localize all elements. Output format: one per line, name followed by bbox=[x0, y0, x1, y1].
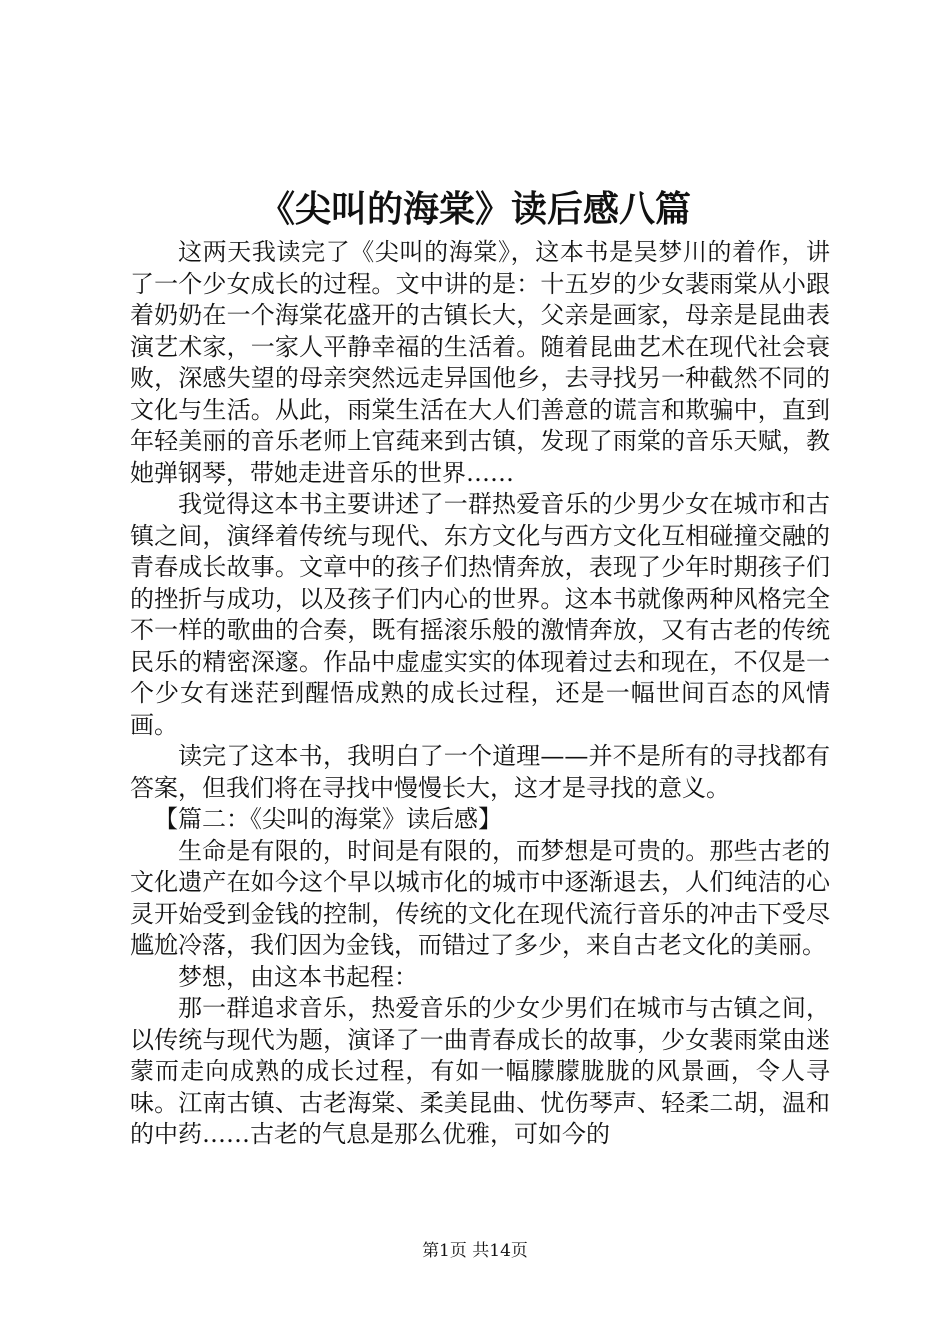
document-title: 《尖叫的海棠》读后感八篇 bbox=[258, 188, 691, 230]
paragraph-3: 读完了这本书，我明白了一个道理——并不是所有的寻找都有答案，但我们将在寻找中慢慢长大，这才是寻找的意义。 bbox=[130, 742, 830, 802]
paragraph-6: 那一群追求音乐，热爱音乐的少女少男们在城市与古镇之间，以传统与现代为题，演译了一曲青春成长的故事，少女裴雨棠由迷蒙而走向成熟的成长过程，有如一幅朦朦胧胧的风景画，令人寻味。江南古镇、古老海棠、柔美昆曲、忧伤琴声、轻柔二胡，温和的中药……古老的气息是那么优雅，可如今的 bbox=[130, 994, 830, 1148]
paragraph-1: 这两天我读完了《尖叫的海棠》，这本书是吴梦川的着作，讲了一个少女成长的过程。文中讲的是：十五岁的少女裴雨棠从小跟着奶奶在一个海棠花盛开的古镇长大，父亲是画家，母亲是昆曲表演艺术家，一家人平静幸福的生活着。随着昆曲艺术在现代社会衰败，深感失望的母亲突然远走异国他乡，去寻找另一种截然不同的文化与生活。从此，雨棠生活在大人们善意的谎言和欺骗中，直到年轻美丽的音乐老师上官莼来到古镇，发现了雨棠的音乐天赋，教她弹钢琴，带她走进音乐的世界…… bbox=[130, 238, 830, 487]
document-body bbox=[130, 237, 830, 1151]
paragraph-4: 生命是有限的，时间是有限的，而梦想是可贵的。那些古老的文化遗产在如今这个早以城市化的城市中逐渐退去，人们纯洁的心灵开始受到金钱的控制，传统的文化在现代流行音乐的冲击下受尽尴尬冷落，我们因为金钱，而错过了多少，来自古老文化的美丽。 bbox=[130, 836, 830, 959]
paragraph-2: 我觉得这本书主要讲述了一群热爱音乐的少男少女在城市和古镇之间，演绎着传统与现代、东方文化与西方文化互相碰撞交融的青春成长故事。文章中的孩子们热情奔放，表现了少年时期孩子们的挫折与成功，以及孩子们内心的世界。这本书就像两种风格完全不一样的歌曲的合奏，既有摇滚乐般的激情奔放，又有古老的传统民乐的精密深邃。作品中虚虚实实的体现着过去和现在，不仅是一个少女有迷茫到醒悟成熟的成长过程，还是一幅世间百态的风情画。 bbox=[130, 490, 830, 739]
page-footer: 第1页 共14页 bbox=[422, 1241, 528, 1261]
section-heading: 【篇二：《尖叫的海棠》读后感】 bbox=[154, 805, 502, 833]
paragraph-5: 梦想，由这本书起程： bbox=[178, 962, 418, 991]
